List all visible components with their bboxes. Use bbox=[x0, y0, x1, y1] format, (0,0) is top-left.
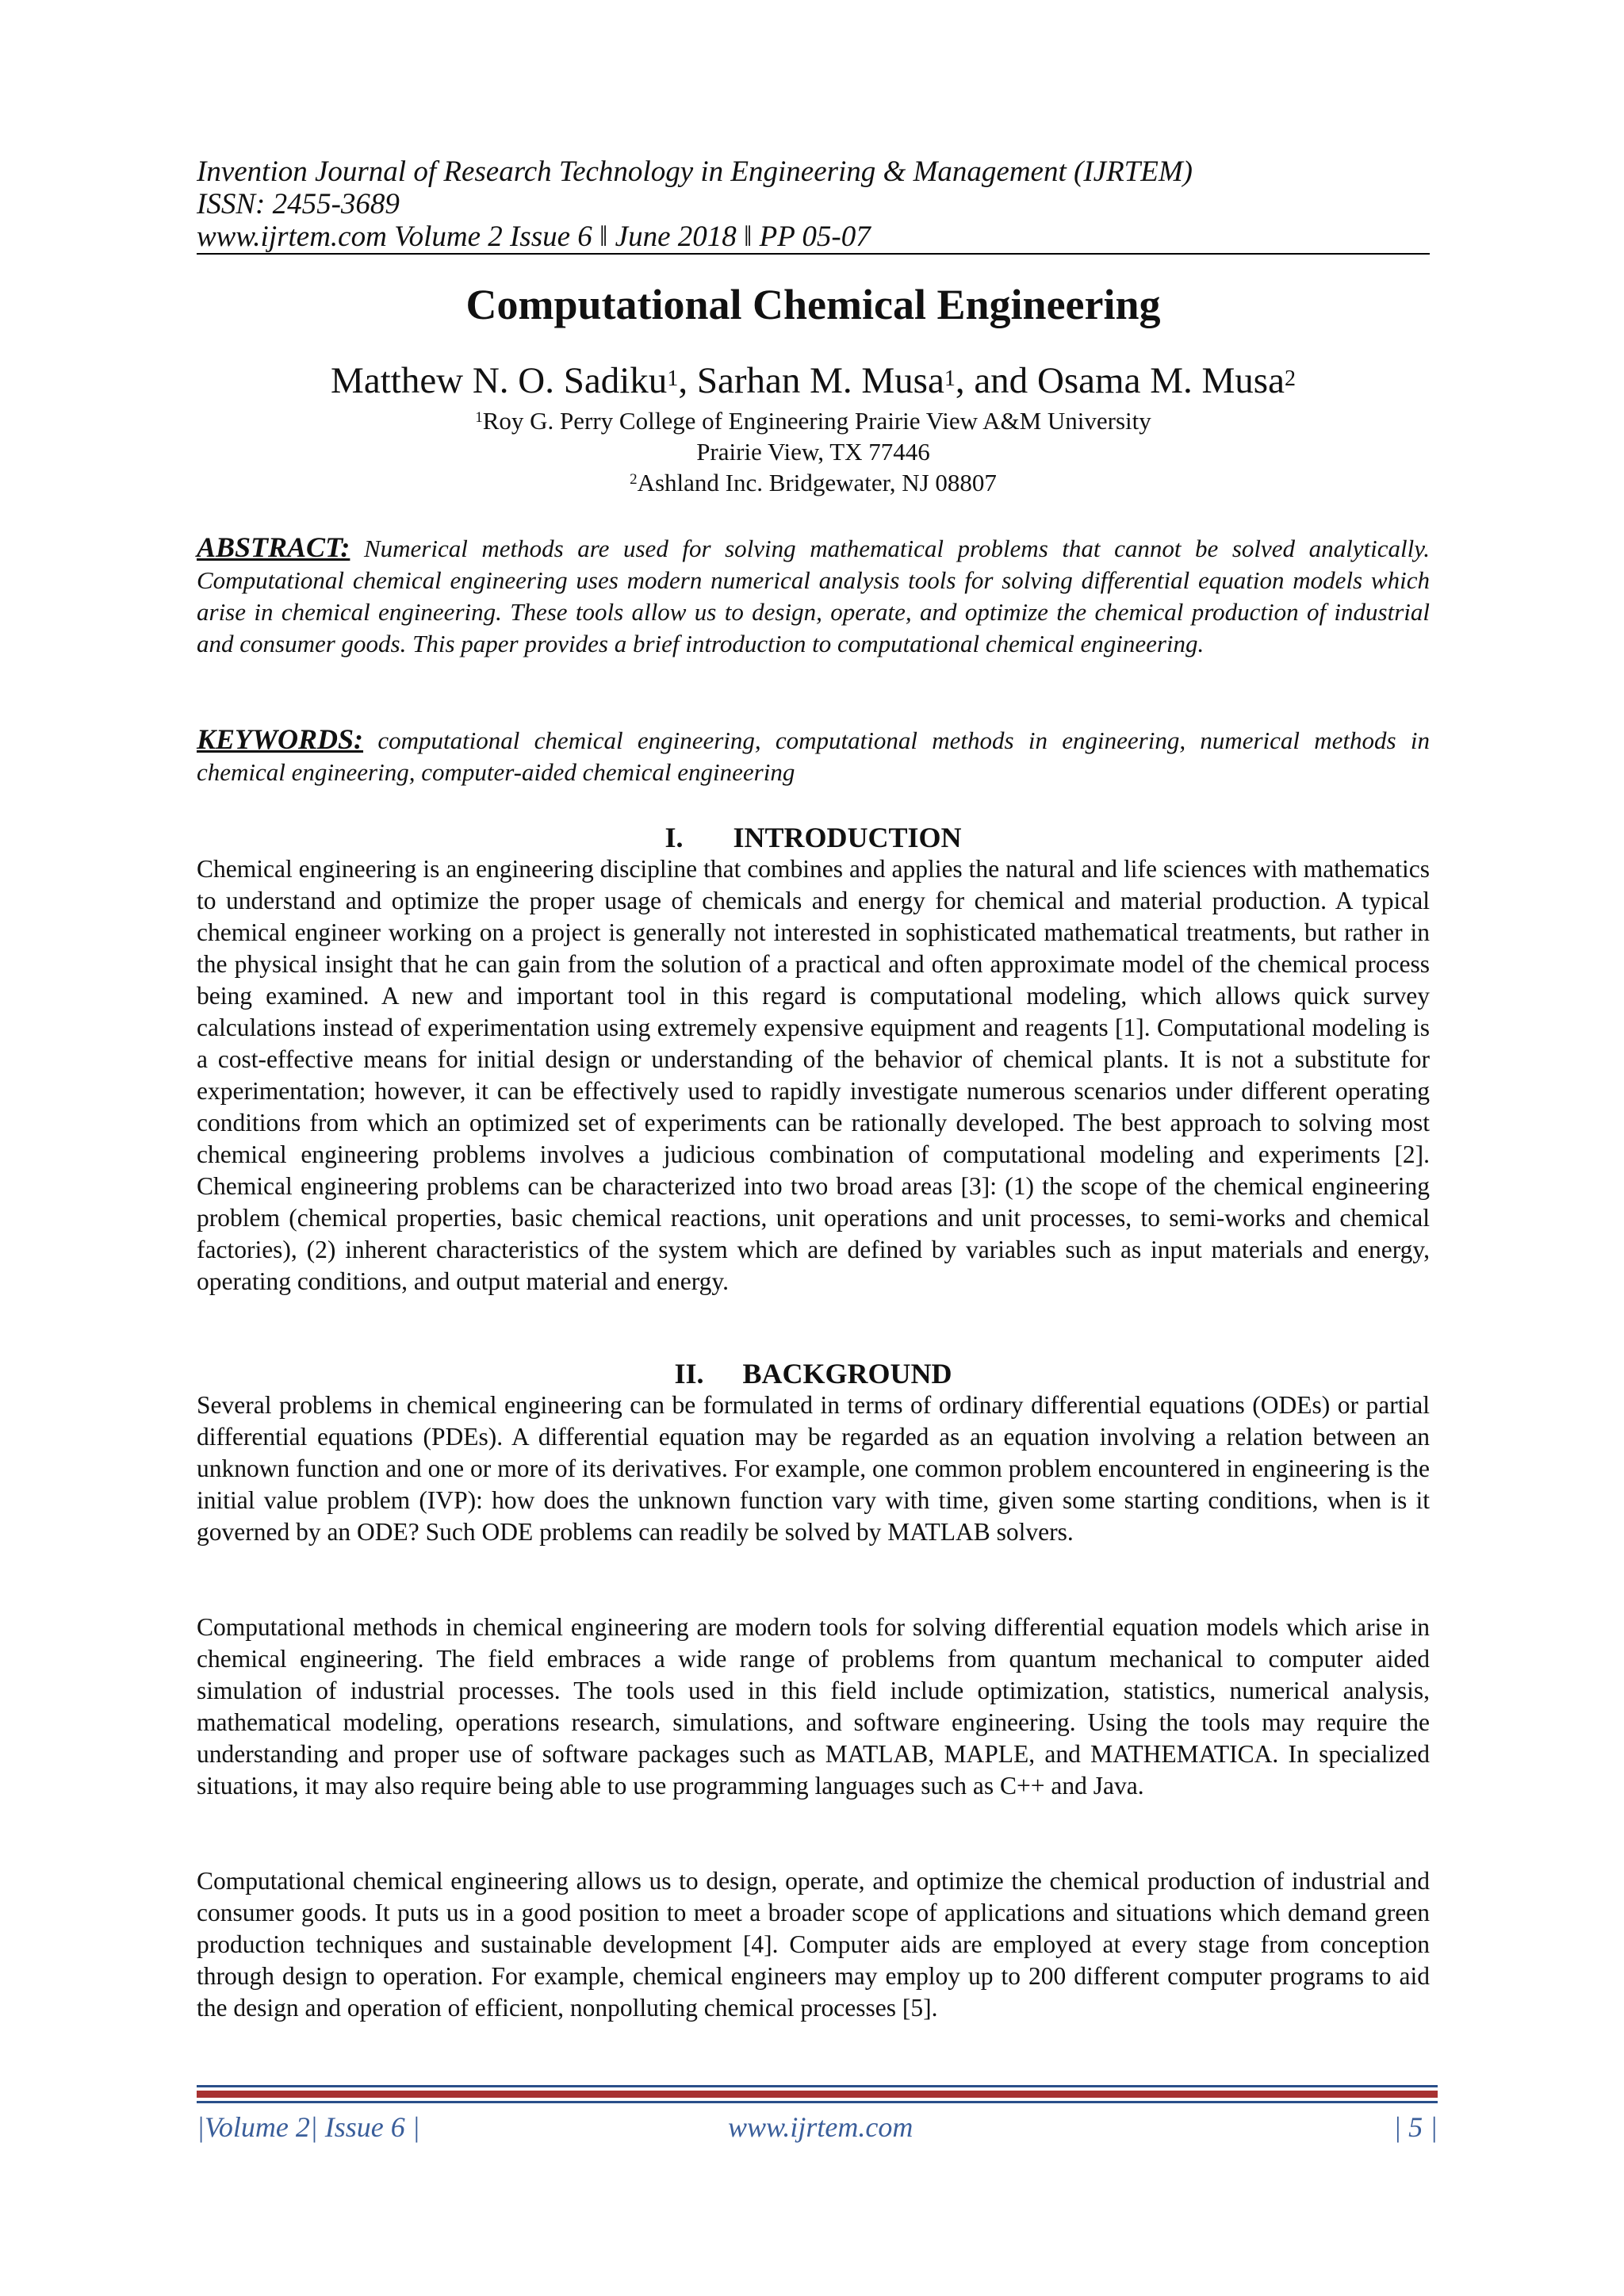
abstract bbox=[197, 531, 1430, 660]
paper-title: Computational Chemical Engineering bbox=[465, 281, 1161, 328]
author-affil-mark: 1 bbox=[667, 366, 679, 391]
section-number: I. bbox=[665, 822, 684, 853]
footer-divider bbox=[197, 2085, 1438, 2103]
section-heading bbox=[197, 1358, 1430, 1389]
author-name: Sarhan M. Musa bbox=[696, 360, 944, 401]
keywords-text: computational chemical engineering, computational methods in engineering, numerical methods in chemical engineering, computer-aided chemical engineering bbox=[197, 726, 1430, 786]
journal-issn: ISSN: 2455-3689 bbox=[197, 188, 400, 220]
affil-text: Roy G. Perry College of Engineering Prairie View A&M University bbox=[482, 407, 1151, 435]
footer-page-number: | 5 | bbox=[1393, 2111, 1438, 2143]
affiliation-line bbox=[197, 468, 1430, 498]
keywords-label: KEYWORDS: bbox=[197, 723, 364, 755]
affil-mark: 1 bbox=[475, 409, 483, 426]
section-title: INTRODUCTION bbox=[733, 822, 962, 853]
author-separator: , and bbox=[955, 360, 1037, 401]
body-paragraph: Computational methods in chemical engineering are modern tools for solving differential equation models which arise in chemical engineering. The field embraces a wide range of problems from quantum mechanical to computer aided simulation of industrial processes. The tools used in this field include optimization, statistics, numerical analysis, mathematical modeling, operations research, simulations, and software engineering. Using the tools may require the understanding and proper use of software packages such as MATLAB, MAPLE, and MATHEMATICA. In specialized situations, it may also require being able to use programming languages such as C++ and Java. bbox=[197, 1613, 1430, 1800]
abstract-label: ABSTRACT: bbox=[197, 531, 350, 563]
author-affil-mark: 1 bbox=[944, 366, 956, 391]
affil-text: Prairie View, TX 77446 bbox=[696, 438, 930, 466]
journal-name: Invention Journal of Research Technology in Engineering & Management (IJRTEM) bbox=[197, 155, 1193, 188]
affiliation-line bbox=[197, 406, 1430, 436]
body-paragraph: Several problems in chemical engineering can be formulated in terms of ordinary differential equations (ODEs) or partial differential equations (PDEs). A differential equation may be regarded as an equation involving a relation between an unknown function and one or more of its derivatives. For example, one common problem encountered in engineering is the initial value problem (IVP): how does the unknown function vary with time, given some starting conditions, when is it governed by an ODE? Such ODE problems can readily be solved by MATLAB solvers. bbox=[197, 1391, 1430, 1546]
section-title: BACKGROUND bbox=[742, 1358, 952, 1389]
author-name: Matthew N. O. Sadiku bbox=[331, 360, 668, 401]
body-paragraph: Computational chemical engineering allows us to design, operate, and optimize the chemical production of industrial and consumer goods. It puts us in a good position to meet a broader scope of applications and situations which demand green production techniques and sustainable development [4]. Computer aids are employed at every stage from conception through design to operation. For example, chemical engineers may employ up to 200 different computer programs to aid the design and operation of efficient, nonpolluting chemical processes [5]. bbox=[197, 1867, 1430, 2022]
journal-volume-info: www.ijrtem.com Volume 2 Issue 6 ǁ June 2018 ǁ PP 05-07 bbox=[197, 220, 1430, 255]
footer-website-link[interactable]: www.ijrtem.com bbox=[728, 2111, 914, 2143]
author-list bbox=[197, 358, 1430, 403]
section-number: II. bbox=[674, 1358, 704, 1389]
author-separator: , bbox=[678, 360, 697, 401]
footer-volume-issue: |Volume 2| Issue 6 | bbox=[197, 2111, 420, 2143]
affil-text: Ashland Inc. Bridgewater, NJ 08807 bbox=[637, 469, 997, 496]
section-heading bbox=[197, 822, 1430, 853]
affiliation-line bbox=[197, 437, 1430, 467]
author-affil-mark: 2 bbox=[1284, 366, 1296, 391]
affil-mark: 2 bbox=[630, 471, 638, 488]
body-paragraph: Chemical engineering is an engineering discipline that combines and applies the natural and life sciences with mathematics to understand and optimize the proper usage of chemicals and energy for chemical and material production. A typical chemical engineer working on a project is generally not interested in sophisticated mathematical treatments, but rather in the physical insight that he can gain from the solution of a practical and often approximate model of the chemical process being examined. A new and important tool in this regard is computational modeling, which allows quick survey calculations instead of experimentation using extremely expensive equipment and reagents [1]. Computational modeling is a cost-effective means for initial design or understanding of the behavior of chemical plants. It is not a substitute for experimentation; however, it can be effectively used to rapidly investigate numerous scenarios under different operating conditions from which an optimized set of experiments can be rationally developed. The best approach to solving most chemical engineering problems involves a judicious combination of computational modeling and experiments [2]. Chemical engineering problems can be characterized into two broad areas [3]: (1) the scope of the chemical engineering problem (chemical properties, basic chemical reactions, unit operations and unit processes, to semi-works and chemical factories), (2) inherent characteristics of the system which are defined by variables such as input materials and energy, operating conditions, and output material and energy. bbox=[197, 855, 1430, 1295]
keywords bbox=[197, 723, 1430, 788]
journal-header bbox=[197, 155, 1430, 255]
abstract-text: Numerical methods are used for solving mathematical problems that cannot be solved analytically. Computational chemical engineering uses modern numerical analysis tools for solving differential equation models which arise in chemical engineering. These tools allow us to design, operate, and optimize the chemical production of industrial and consumer goods. This paper provides a brief introduction to computational chemical engineering. bbox=[197, 535, 1430, 657]
author-name: Osama M. Musa bbox=[1036, 360, 1285, 401]
